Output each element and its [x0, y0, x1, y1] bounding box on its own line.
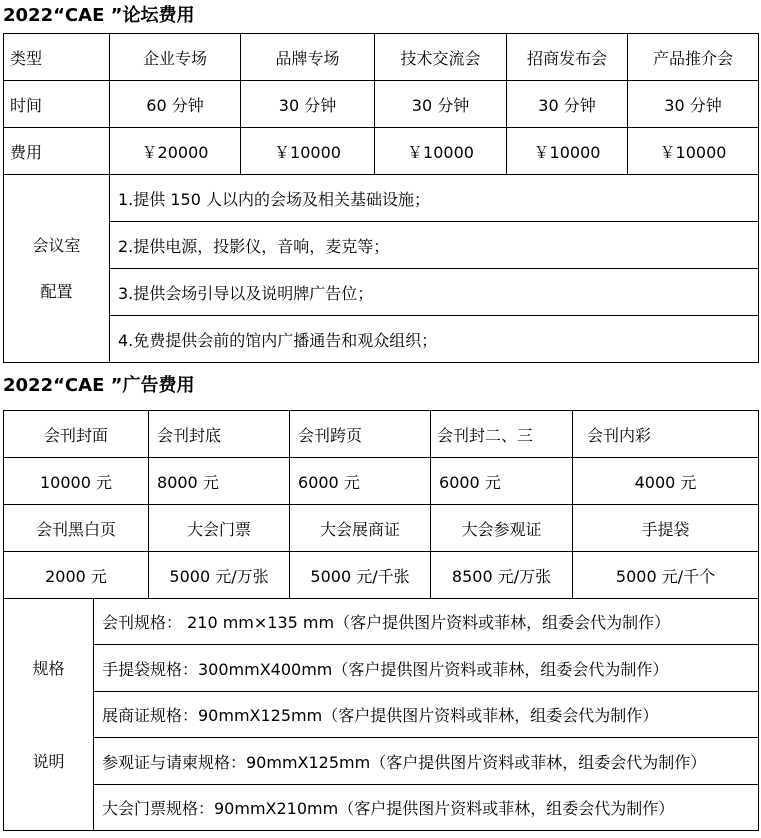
room-item: 4.免费提供会前的馆内广播通告和观众组织；: [110, 316, 759, 363]
ad-item-cell: 会刊封二、三: [431, 411, 573, 458]
ad-price-cell: 6000 元: [431, 458, 573, 505]
ad-price-cell: 5000 元/万张: [149, 552, 290, 599]
ad-fee-title: 2022“CAE ”广告费用: [3, 375, 195, 396]
spec-label: [4, 599, 94, 831]
room-label-line: 会议室: [32, 235, 81, 255]
fee-header-cell: 费用: [4, 128, 110, 175]
room-row: [4, 316, 759, 363]
type-row: [4, 34, 759, 81]
ad-price-cell: 5000 元/千张: [290, 552, 431, 599]
ad-item-cell: 会刊封底: [149, 411, 290, 458]
ad-item-cell: 会刊跨页: [290, 411, 431, 458]
fee-row: [4, 128, 759, 175]
fee-cell: ￥10000: [241, 128, 375, 175]
ad-price-cell: 5000 元/千个: [573, 552, 759, 599]
ad-item-cell: 大会展商证: [290, 505, 431, 552]
type-cell: 招商发布会: [507, 34, 628, 81]
room-label-line: 配置: [40, 281, 73, 301]
ad-price-cell: 10000 元: [4, 458, 149, 505]
spec-row: [4, 645, 759, 692]
fee-cell: ￥10000: [628, 128, 759, 175]
time-cell: 30 分钟: [241, 81, 375, 128]
spec-item: 大会门票规格：90mmX210mm（客户提供图片资料或菲林，组委会代为制作）: [94, 785, 759, 831]
ad-item-cell: 手提袋: [573, 505, 759, 552]
type-cell: 产品推介会: [628, 34, 759, 81]
time-cell: 30 分钟: [628, 81, 759, 128]
time-row: [4, 81, 759, 128]
forum-fee-title: 2022“CAE ”论坛费用: [3, 5, 195, 26]
fee-cell: ￥10000: [507, 128, 628, 175]
time-cell: 30 分钟: [507, 81, 628, 128]
type-header-cell: 类型: [4, 34, 110, 81]
fee-cell: ￥20000: [110, 128, 241, 175]
time-cell: 60 分钟: [110, 81, 241, 128]
time-header-cell: 时间: [4, 81, 110, 128]
ad-prices-row: [4, 552, 759, 599]
type-cell: 技术交流会: [375, 34, 507, 81]
ad-item-cell: 会刊封面: [4, 411, 149, 458]
ad-prices-row: [4, 458, 759, 505]
forum-fee-table: [3, 33, 759, 363]
ad-price-cell: 8500 元/万张: [431, 552, 573, 599]
fee-cell: ￥10000: [375, 128, 507, 175]
type-cell: 企业专场: [110, 34, 241, 81]
ad-price-cell: 8000 元: [149, 458, 290, 505]
room-row: [4, 175, 759, 222]
spec-row: [4, 738, 759, 785]
room-item: 3.提供会场引导以及说明牌广告位；: [110, 269, 759, 316]
room-item: 1.提供 150 人以内的会场及相关基础设施；: [110, 175, 759, 222]
ad-items-row: [4, 505, 759, 552]
ad-item-cell: 会刊内彩: [573, 411, 759, 458]
room-config-label: [4, 175, 110, 363]
ad-price-cell: 6000 元: [290, 458, 431, 505]
ad-fee-table: [3, 410, 759, 831]
spec-item: 手提袋规格：300mmX400mm（客户提供图片资料或菲林，组委会代为制作）: [94, 645, 759, 692]
spec-item: 会刊规格： 210 mm×135 mm（客户提供图片资料或菲林，组委会代为制作）: [94, 599, 759, 645]
ad-item-cell: 大会门票: [149, 505, 290, 552]
spec-item: 参观证与请柬规格：90mmX125mm（客户提供图片资料或菲林，组委会代为制作）: [94, 738, 759, 785]
ad-item-cell: 会刊黑白页: [4, 505, 149, 552]
room-row: [4, 222, 759, 269]
spec-label-line: 说明: [32, 751, 65, 771]
room-row: [4, 269, 759, 316]
time-cell: 30 分钟: [375, 81, 507, 128]
ad-items-row: [4, 411, 759, 458]
ad-item-cell: 大会参观证: [431, 505, 573, 552]
type-cell: 品牌专场: [241, 34, 375, 81]
ad-price-cell: 2000 元: [4, 552, 149, 599]
spec-row: [4, 785, 759, 831]
room-item: 2.提供电源，投影仪，音响，麦克等；: [110, 222, 759, 269]
spec-row: [4, 599, 759, 645]
spec-row: [4, 692, 759, 738]
ad-price-cell: 4000 元: [573, 458, 759, 505]
spec-item: 展商证规格：90mmX125mm（客户提供图片资料或菲林，组委会代为制作）: [94, 692, 759, 738]
spec-label-line: 规格: [32, 658, 65, 678]
